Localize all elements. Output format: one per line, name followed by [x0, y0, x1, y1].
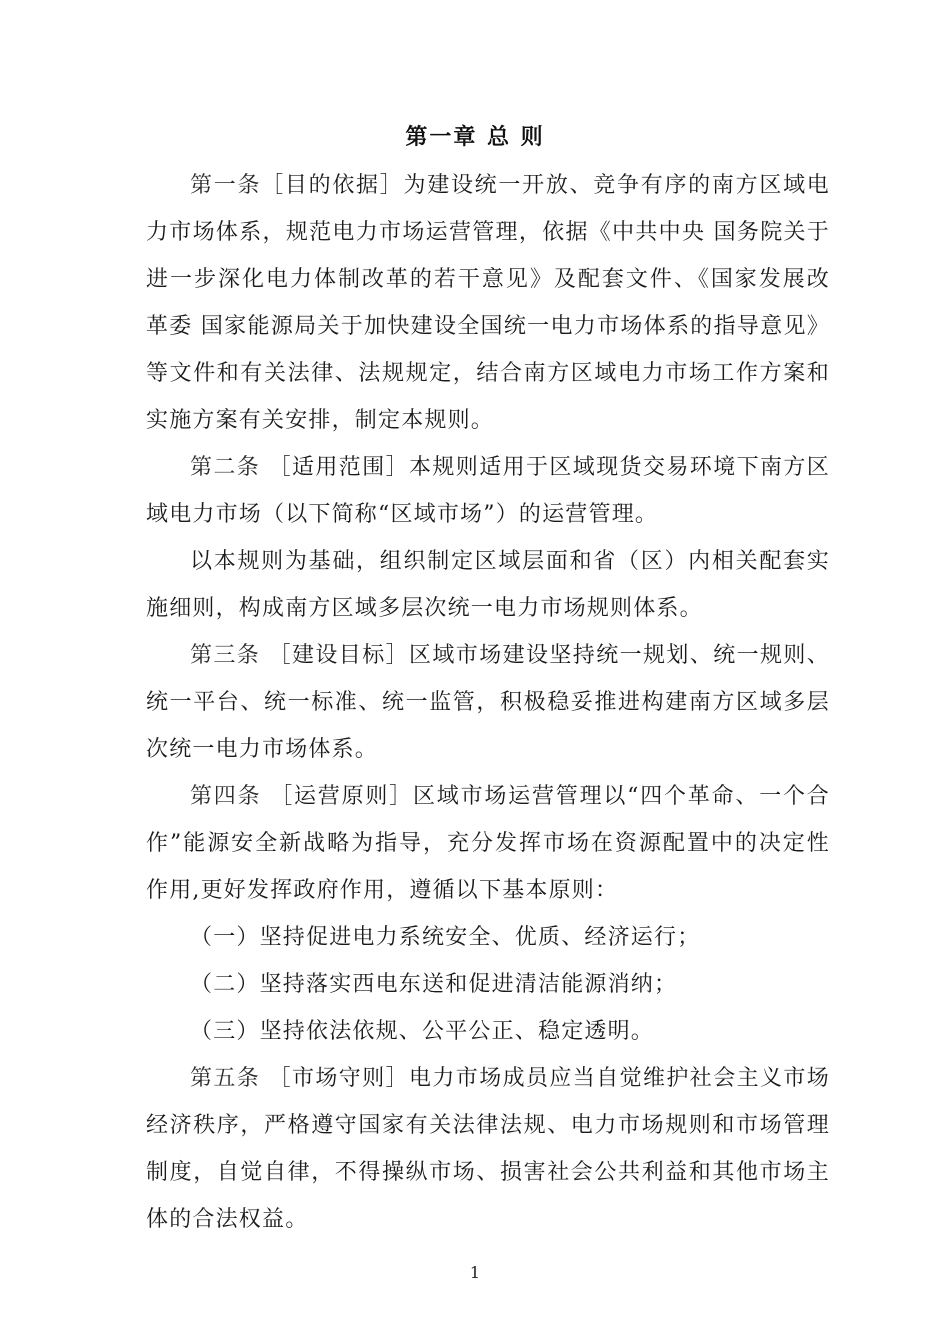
list-item-text: （二）坚持落实西电东送和促进清洁能源消纳； — [190, 972, 678, 997]
body-text — [146, 162, 830, 1243]
page-number: 1 — [469, 1263, 481, 1282]
chapter-title: 第一章 总 则 — [405, 125, 545, 150]
paragraph-text: ［适用范围］本规则适用于区域现货交易环境下南方区域电力市场（以下简称“区域市场”）的运营管理。 — [146, 455, 830, 527]
article-number: 第一条 — [190, 173, 262, 198]
paragraph-article-1 — [146, 162, 830, 444]
paragraph-text: ［运营原则］区域市场运营管理以“四个革命、一个合作”能源安全新战略为指导，充分发挥市场在资源配置中的决定性作用,更好发挥政府作用，遵循以下基本原则： — [146, 784, 830, 903]
paragraph-text: 以本规则为基础，组织制定区域层面和省（区）内相关配套实施细则，构成南方区域多层次统一电力市场规则体系。 — [146, 549, 830, 621]
paragraph-article-3 — [146, 632, 830, 773]
article-number: 第五条 — [190, 1066, 261, 1091]
list-item-text: （一）坚持促进电力系统安全、优质、经济运行； — [190, 925, 701, 950]
paragraph-text: ［目的依据］为建设统一开放、竞争有序的南方区域电力市场体系，规范电力市场运营管理，依据《中共中央 国务院关于进一步深化电力体制改革的若干意见》及配套文件、《国家发展改革委 国家能源局关于加快建设全国统一电力市场体系的指导意见》等文件和有关法律、法规规定，结合南方区域电力市场工作方案和实施方案有关安排，制定本规则。 — [146, 173, 830, 433]
list-item-text: （三）坚持依法依规、公平公正、稳定透明。 — [190, 1019, 655, 1044]
paragraph-article-4 — [146, 773, 830, 914]
article-number: 第二条 — [190, 455, 261, 480]
article-number: 第三条 — [190, 643, 261, 668]
paragraph-article-2-continued — [146, 538, 830, 632]
article-number: 第四条 — [190, 784, 262, 809]
list-item-principle-3 — [146, 1008, 830, 1055]
list-item-principle-1 — [146, 914, 830, 961]
paragraph-text: ［建设目标］区域市场建设坚持统一规划、统一规则、统一平台、统一标准、统一监管，积极稳妥推进构建南方区域多层次统一电力市场体系。 — [146, 643, 830, 762]
paragraph-article-5 — [146, 1055, 830, 1243]
list-item-principle-2 — [146, 961, 830, 1008]
paragraph-article-2 — [146, 444, 830, 538]
paragraph-text: ［市场守则］电力市场成员应当自觉维护社会主义市场经济秩序，严格遵守国家有关法律法规、电力市场规则和市场管理制度，自觉自律，不得操纵市场、损害社会公共利益和其他市场主体的合法权益。 — [146, 1066, 830, 1232]
